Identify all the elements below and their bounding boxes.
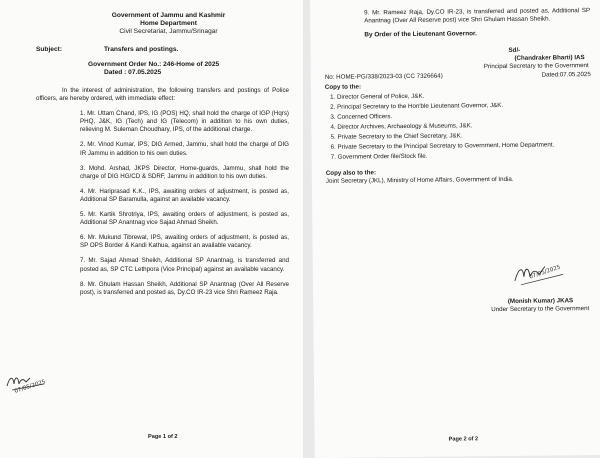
- order-item-4: 4. Mr. Hariprasad K.K., IPS, awaiting orders of adjustment, is posted as, Additional SP Baramulla, against an available vacancy.: [80, 187, 289, 203]
- order-item-1: 1. Mr. Uttam Chand, IPS, IG (POS) HQ, shall hold the charge of IGP (Hqrs) PHQ, J&K, IG (Tech) and IG (Telecom) in addition to his own duties, relieving M. Suleman Choudhary, IPS, of the additional charge.: [80, 110, 289, 134]
- copy-to-list: [325, 91, 592, 162]
- order-item-9: 9. Mr. Rameez Raja, Dy.CO IR-23, is transferred and posted as, Additional SP Anantnag (Over All Reserve post) vice Shri Ghulam Hassan Sheikh.: [364, 7, 591, 25]
- list-item: 1. Director General of Police, J&K.: [337, 91, 591, 102]
- handwritten-date: 07/05/2025: [13, 379, 47, 395]
- order-number: Government Order No.: 246-Home of 2025: [88, 61, 220, 68]
- order-date: Dated : 07.05.2025: [104, 69, 162, 76]
- signatory-1-name: (Chandraker Bharti) IAS: [514, 54, 585, 63]
- copy-also-text: Joint Secretary (JKL), Ministry of Home Affairs, Government of India.: [325, 176, 514, 186]
- copy-also-label: Copy also to the:: [325, 169, 377, 178]
- list-item: 5. Private Secretary to the Chief Secretary, J&K.: [337, 131, 591, 142]
- list-item: 4. Director Archives, Archaeology & Museums, J&K.: [337, 121, 591, 132]
- order-heading: [88, 61, 289, 77]
- letterhead: [48, 12, 289, 36]
- subject-text: Transfers and postings.: [104, 46, 179, 53]
- handwritten-date: 07/05/2025: [528, 264, 562, 281]
- reference-number: No: HOME-PG/338/2023-03 (CC 7326664): [324, 73, 443, 82]
- signatory-2-title: Under Secretary to the Government: [491, 305, 590, 314]
- by-order-line: By Order of the Lieutenant Governor.: [364, 30, 477, 39]
- intro-paragraph: In the interest of administration, the following transfers and postings of Police officers, are hereby ordered, with immediate effect:: [36, 87, 289, 103]
- office-address: Civil Secretariat, Jammu/Srinagar: [119, 28, 218, 35]
- signatory-2-name: (Monish Kumar) JKAS: [507, 297, 574, 305]
- page-2: [310, 0, 600, 458]
- order-item-7: 7. Mr. Sajad Ahmad Sheikh, Additional SP Anantnag, is transferred and posted as, SP CTC Lethpora (Vice Principal) against an available vacancy.: [80, 257, 289, 273]
- subject-label: Subject:: [36, 46, 63, 53]
- subject-line: [36, 46, 289, 53]
- order-item-5: 5. Mr. Kartik Shrotriya, IPS, awaiting orders of adjustment, is posted as, Additional SP Anantnag vice Sajad Ahmad Sheikh.: [80, 211, 289, 227]
- govt-name: Government of Jammu and Kashmir: [111, 12, 226, 19]
- list-item: 2. Principal Secretary to the Hon'ble Lieutenant Governor, J&K.: [337, 101, 591, 112]
- list-item: 7. Government Order file/Stock file.: [338, 151, 592, 162]
- copy-to-label: Copy to the:: [324, 83, 362, 91]
- order-item-3: 3. Mohd. Arshad, JKPS Director, Home-guards, Jammu, shall hold the charge of DIG HG/CD & SDRF, Jammu in addition to his own duties.: [80, 164, 289, 180]
- signature-block-2: [491, 297, 589, 314]
- order-item-6: 6. Mr. Mukund Tibrewal, IPS, awaiting orders of adjustment, is posted as, SP OPS Border & Kandi Kathua, against an available vacancy.: [80, 234, 289, 250]
- order-item-8: 8. Mr. Ghulam Hassan Sheikh, Additional SP Anantnag (Over All Reserve post), is transferred and posted as, Dy.CO IR-23 vice Shri Rameez Raja.: [80, 280, 289, 296]
- department-name: Home Department: [140, 20, 197, 27]
- list-item: 6. Private Secretary to the Principal Secretary to Government, Home Department.: [338, 141, 592, 152]
- signature-block-1: [325, 46, 591, 73]
- sd-mark: Sd/-: [508, 46, 521, 55]
- reference-date: Dated:07.05.2025: [541, 71, 591, 80]
- page-number: Page 1 of 2: [148, 434, 178, 440]
- order-item-2: 2. Mr. Vinod Kumar, IPS, DIG Armed, Jammu, shall hold the charge of DIG IR Jammu in addition to his own duties.: [80, 141, 289, 157]
- list-item: 3. Concerned Officers.: [337, 111, 591, 122]
- signatory-1-title: Principal Secretary to the Government: [483, 62, 589, 71]
- page-number: Page 2 of 2: [448, 436, 479, 443]
